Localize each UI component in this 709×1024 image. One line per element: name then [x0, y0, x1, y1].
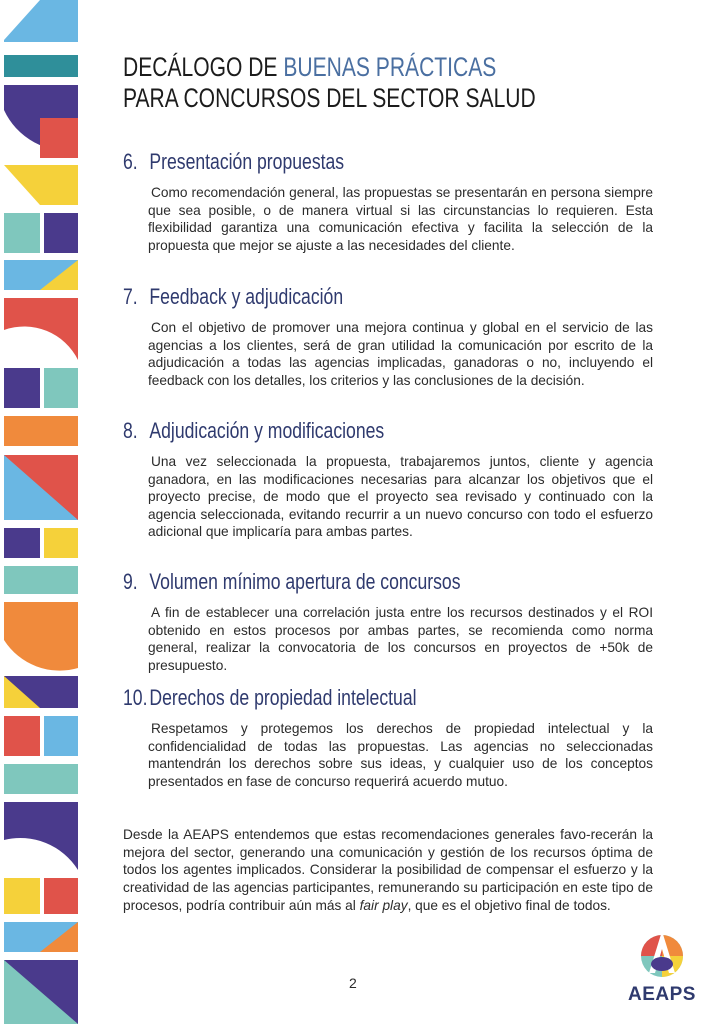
section-number: 6.: [123, 149, 138, 174]
section-heading: Volumen mínimo apertura de concursos: [149, 569, 461, 594]
closing-paragraph: [123, 826, 653, 915]
section-10: [123, 685, 653, 790]
section-number: 10.: [123, 685, 148, 710]
section-title: [123, 685, 547, 711]
section-body: Respetamos y protegemos los derechos de propiedad intelectual y la confidencialidad de todas las propuestas. Las agencias no seleccionadas mantendrán los derechos sobre sus ideas, y cualquier uso de los conceptos presentados en fase de concurso requerirá acuerdo mutuo.: [148, 721, 653, 789]
document-header: [123, 52, 536, 114]
decorative-pattern-strip: [0, 0, 82, 1024]
closing-text: Desde la AEAPS entendemos que estas recomendaciones generales favo-recerán la mejora del sector, generando una comunicación y gestión de los recursos óptima de todos los agentes implicados. Considerar la posibilidad de compensar el esfuerzo y la creatividad de las agencias participantes, remunerando su participación en este tipo de procesos, podría contribuir aún más al: [123, 827, 653, 913]
section-body: A fin de establecer una correlación justa entre los recursos destinados y el ROI obtenido en estos procesos por ambas partes, se recomienda como norma general, realizar la convocatoria de los concursos en proyectos de +50k de presupuesto.: [148, 605, 653, 673]
section-9: [123, 569, 653, 674]
header-line-1: [123, 52, 536, 83]
section-heading: Feedback y adjudicación: [149, 284, 344, 309]
section-number: 8.: [123, 418, 138, 443]
section-title: [123, 569, 547, 595]
aeaps-logo-icon: [639, 929, 685, 981]
section-heading: Adjudicación y modificaciones: [149, 418, 385, 443]
closing-text-end: , que es el objetivo final de todos.: [407, 897, 611, 913]
section-heading: Derechos de propiedad intelectual: [149, 685, 417, 710]
page-number: 2: [349, 975, 357, 991]
section-7: [123, 284, 653, 389]
section-heading: Presentación propuestas: [149, 149, 345, 174]
closing-italic: fair play: [359, 897, 408, 913]
section-number: 7.: [123, 284, 138, 309]
section-title: [123, 149, 547, 175]
section-6: [123, 149, 653, 254]
aeaps-logo-text: AEAPS: [628, 984, 696, 1005]
section-title: [123, 284, 547, 310]
header-line-1-accent: BUENAS PRÁCTICAS: [283, 52, 497, 82]
section-body: Una vez seleccionada la propuesta, trabajaremos juntos, cliente y agencia ganadora, en las modificaciones necesarias para alcanzar los objetivos que el proyecto precise, de modo que el proyecto sea revisado y continuado con la agencia seleccionada, evitando recurrir a un nuevo concurso con todo el esfuerzo adicional que implicaría para ambas partes.: [148, 454, 653, 540]
section-8: [123, 418, 653, 541]
section-title: [123, 418, 547, 444]
section-number: 9.: [123, 569, 138, 594]
section-body: Con el objetivo de promover una mejora continua y global en el servicio de las agencias a los clientes, será de gran utilidad la comunicación por escrito de la adjudicación a todas las agencias implicadas, ganadoras o no, incluyendo el feedback con los detalles, los criterios y las conclusiones de la decisión.: [148, 320, 653, 388]
header-line-2: PARA CONCURSOS DEL SECTOR SALUD: [123, 83, 536, 113]
aeaps-logo: [624, 929, 700, 1009]
section-body: Como recomendación general, las propuestas se presentarán en persona siempre que sea posible, o de manera virtual si las circunstancias lo requieren. Esta flexibilidad garantiza una comunicación efectiva y facilita la selección de la propuesta que mejor se ajuste a las necesidades del cliente.: [148, 185, 653, 253]
header-line-1-plain: DECÁLOGO DE: [123, 52, 284, 82]
